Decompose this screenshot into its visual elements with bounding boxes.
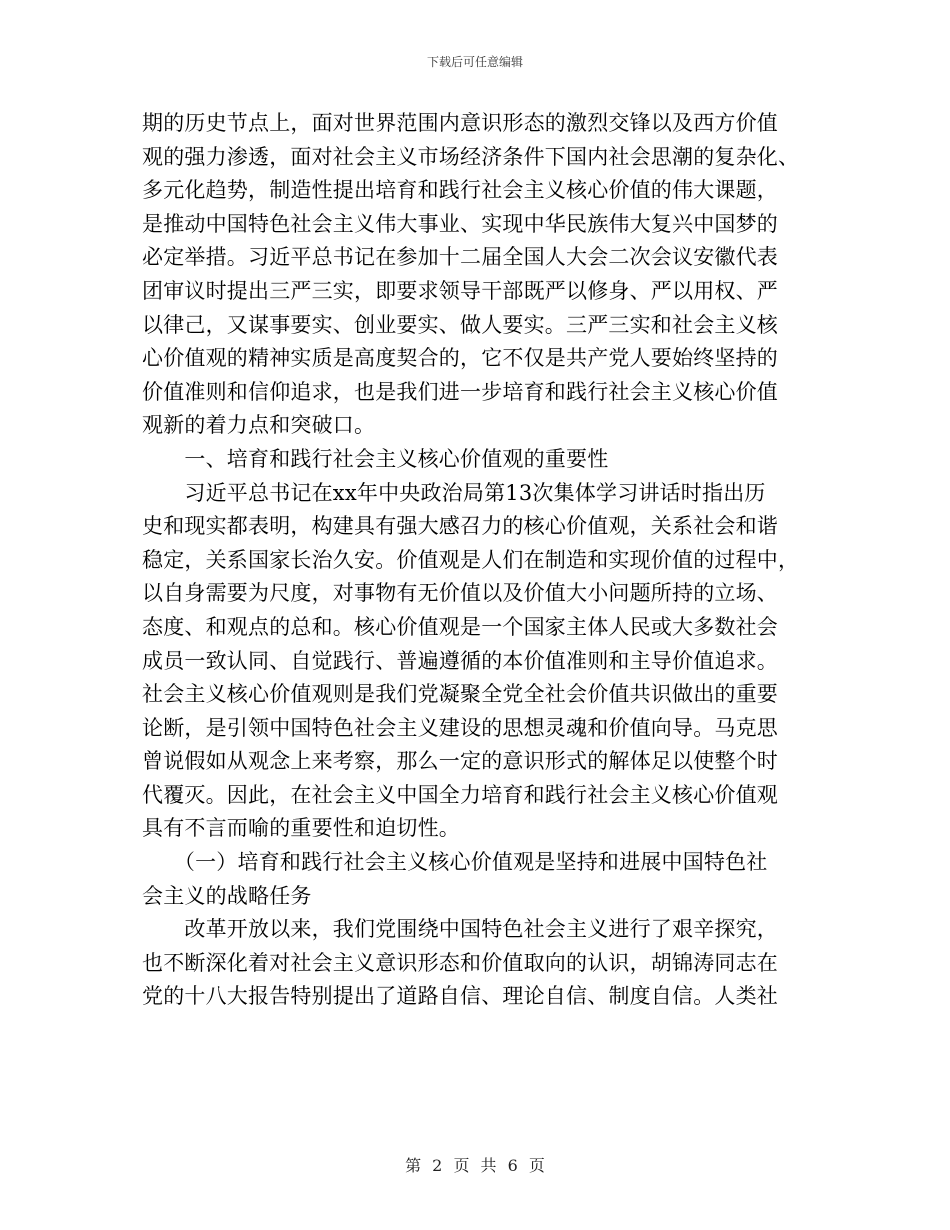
text-line: 史和现实都表明，构建具有强大感召力的核心价值观，关系社会和谐	[142, 514, 778, 539]
text-line: 团审议时提出三严三实，即要求领导干部既严以修身、严以用权、严	[142, 278, 778, 303]
text-line: 期的历史节点上，面对世界范围内意识形态的激烈交锋以及西方价值	[142, 111, 778, 135]
page-number-footer: 第 2 页 共 6 页	[405, 1156, 545, 1175]
text-line: 心价值观的精神实质是高度契合的，它不仅是共产党人要始终坚持的	[142, 346, 778, 371]
text-line: 价值准则和信仰追求，也是我们进一步培育和践行社会主义核心价值	[142, 379, 778, 404]
text-line: 态度、和观点的总和。核心价值观是一个国家主体人民或大多数社会	[142, 614, 778, 639]
page-header: 下载后可任意编辑	[426, 55, 523, 69]
text-line: 改革开放以来，我们党围绕中国特色社会主义进行了艰辛探究，	[142, 917, 778, 942]
text-line: 必定举措。习近平总书记在参加十二届全国人大会二次会议安徽代表	[142, 245, 778, 270]
subsection-heading: （一）培育和践行社会主义核心价值观是坚持和进展中国特色社	[142, 850, 768, 875]
text-line: 曾说假如从观念上来考察，那么一定的意识形式的解体足以使整个时	[142, 749, 778, 774]
text-line: 多元化趋势，制造性提出培育和践行社会主义核心价值的伟大课题，	[142, 178, 778, 203]
text-line: 代覆灭。因此，在社会主义中国全力培育和践行社会主义核心价值观	[142, 782, 778, 807]
text-line: 习近平总书记在xx年中央政治局第13次集体学习讲话时指出历	[142, 480, 766, 505]
text-line: 稳定，关系国家长治久安。价值观是人们在制造和实现价值的过程中，	[142, 547, 800, 572]
text-line: 社会主义核心价值观则是我们党凝聚全党全社会价值共识做出的重要	[142, 682, 778, 707]
text-line: 观新的着力点和突破口。	[142, 413, 376, 438]
text-line: 以自身需要为尺度，对事物有无价值以及价值大小问题所持的立场、	[142, 581, 778, 606]
subsection-heading: 会主义的战略任务	[142, 883, 312, 908]
document-body	[142, 107, 812, 1014]
text-line: 成员一致认同、自觉践行、普遍遵循的本价值准则和主导价值追求。	[142, 648, 778, 673]
text-line: 以律己，又谋事要实、创业要实、做人要实。三严三实和社会主义核	[142, 312, 778, 337]
text-line: 也不断深化着对社会主义意识形态和价值取向的认识，胡锦涛同志在	[142, 950, 778, 975]
section-heading: 一、培育和践行社会主义核心价值观的重要性	[142, 446, 609, 471]
text-line: 党的十八大报告特别提出了道路自信、理论自信、制度自信。人类社	[142, 984, 778, 1009]
text-line: 论断，是引领中国特色社会主义建设的思想灵魂和价值向导。马克思	[142, 715, 778, 740]
text-line: 观的强力渗透，面对社会主义市场经济条件下国内社会思潮的复杂化、	[142, 144, 800, 169]
text-line: 具有不言而喻的重要性和迫切性。	[142, 816, 460, 841]
text-line: 是推动中国特色社会主义伟大事业、实现中华民族伟大复兴中国梦的	[142, 211, 778, 236]
